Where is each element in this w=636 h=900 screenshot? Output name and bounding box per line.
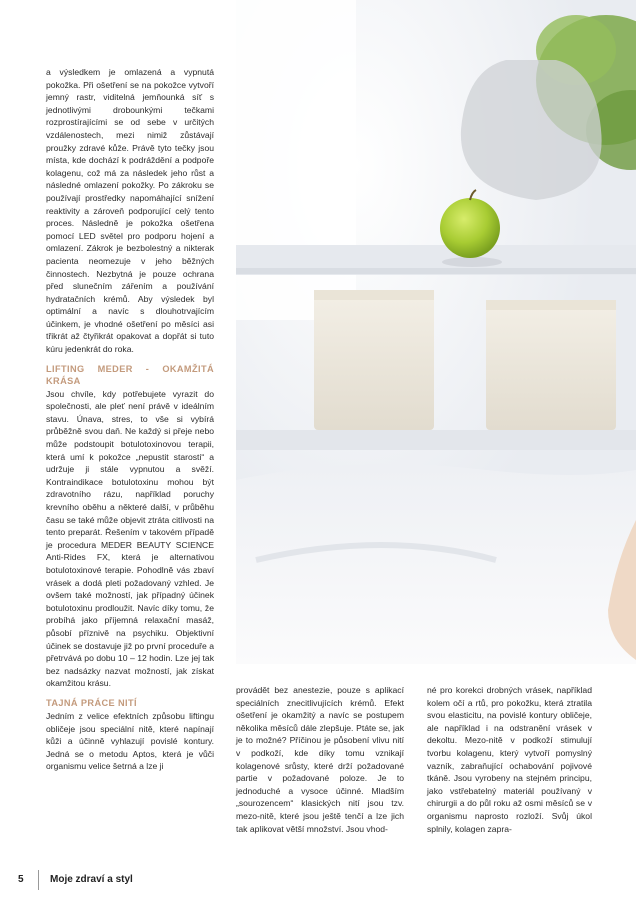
section-heading: TAJNÁ PRÁCE NITÍ	[46, 697, 137, 708]
paragraph: Jsou chvíle, kdy potřebujete vyrazit do společnosti, ale pleť není právě v ideálním stavu. Únava, stres, to vše si vybírá průběžně svou daň. Ne každý si přeje nebo může podstoupit botulotoxinovou terapii, která umí k pokožce „nepustit starosti“ a udržuje ji stále vypnutou a svěží. Kontraindikace botulotoxinu mohou být zdravotního rázu, například poruchy krevního oběhu a některé další, v průběhu času se také může objevit ztráta citlivosti na tento preparát. Řešením v takovém případě je procedura MEDER BEAUTY SCIENCE Anti-Rides FX, která je alternativou botulotoxinové terapie. Pohodlně vás zbaví vrásek a dodá pleti požadovaný vzhled. Je ovšem také možností, jak případný účinek botulotoxinu prodloužit. Navíc díky tomu, že probíhá jako příjemná relaxační masáž, působí příznivě na psychiku. Objektivní účinek se dostavuje již po první proceduře a přetrvává po dobu 10 – 12 hodin. Lze jej tak bez nadsázky nazvat možností, jak získat okamžitou krásu.	[46, 388, 214, 689]
vase	[461, 60, 602, 200]
paragraph: né pro korekci drobných vrásek, například kolem očí a rtů, pro pokožku, která ztratila svou elasticitu, na povislé kontury obličeje, ale například i na odstranění vrásek v dekoltu. Mezo-nitě v podkoží stimulují tvorbu kolagenu, který vytvoří pomyslný vazník, zabraňující ochabování pojivové tkáně. Jsou vyrobeny na stejném principu, jako vstřebatelný materiál používaný v chirurgii a do půl roku až osmi měsíců se v organismu naprosto rozloží. Svůj úkol splnily, kolagen zapra-	[427, 685, 592, 834]
shelf-edge	[236, 268, 636, 274]
bed-sheet	[236, 464, 636, 664]
photo-illustration	[236, 0, 636, 664]
hero-photo	[236, 0, 636, 664]
paragraph: Jedním z velice efektních způsobu liftingu obličeje jsou speciální nitě, které napínají kůži a účinně vyhlazují povislé kontury. Jedná se o metodu Aptos, která je vůči organismu velice šetrná a lze ji	[46, 710, 214, 772]
section-heading: LIFTING MEDER - OKAMŽITÁ KRÁSA	[46, 363, 214, 386]
page-footer	[0, 868, 636, 892]
page-number: 5	[18, 874, 24, 885]
magazine-title: Moje zdraví a styl	[50, 874, 133, 885]
article-column-1	[46, 66, 214, 773]
lower-shelf	[236, 430, 636, 450]
paragraph: a výsledkem je omlazená a vypnutá pokožka. Při ošetření se na pokožce vytvoří jemný rastr, viditelná jemňounká síť s jednotlivými drobounkými tečkami rozprostírajícími se od sebe v určitých vzdálenostech, mezi nimiž zůstávají proužky zdravé kůže. Právě tyto tečky jsou místa, kde dochází k podráždění a podpoře kolagenu, což má za následek jeho růst a následné omlazení pokožky. Po zákroku se používají prostředky napomáhající snížení reaktivity a zároveň podporující celý tento proces. Následně je pokožka ošetřena pomocí LED světel pro podporu hojení a omlazení. Zákrok je bezbolestný a nikterak pacienta neomezuje v jeho běžných činnostech. Nezbytná je pouze ochrana před slunečním zářením a používání hydratačních krémů. Aby výsledek byl optimální a navíc s dlouhotrvajícím účinkem, je vhodné ošetření po měsíci asi třikrát až čtyřikrát opakovat a dopřát si tuto kúru jedenkrát do roka.	[46, 67, 214, 355]
paragraph: provádět bez anestezie, pouze s aplikací speciálních znecitlivujících krémů. Efekt ošetření je okamžitý a navíc se postupem několika měsíců dále zlepšuje. Ptáte se, jak je to možné? Příčinou je působení vlivu nití v podkoží, kde díky tomu vznikají kolagenové srůsty, které drží požadované partie v požadované poloze. Je to jednoduché a vysoce účinné. Mladším „sourozencem“ klasických nití jsou tzv. mezo-nitě, které jsou ještě tenčí a lze jich tak aplikovat větší množství. Jsou vhod-	[236, 685, 404, 834]
article-column-3	[427, 684, 592, 835]
footer-divider	[38, 870, 39, 890]
article-column-2	[236, 684, 404, 835]
